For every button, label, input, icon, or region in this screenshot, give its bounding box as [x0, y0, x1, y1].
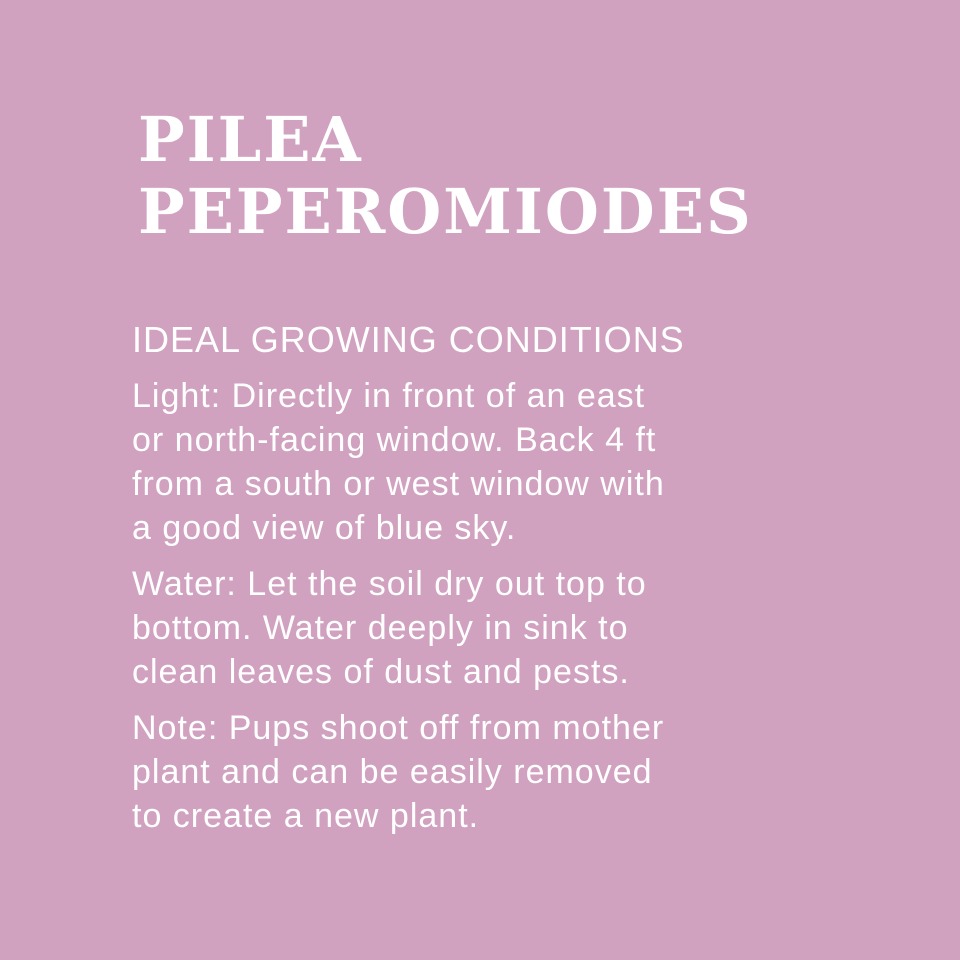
paragraph-line: Note: Pups shoot off from mother	[132, 709, 665, 747]
light-paragraph	[132, 374, 832, 550]
paragraph-line: from a south or west window with	[132, 465, 665, 503]
paragraph-line: to create a new plant.	[132, 797, 480, 835]
paragraph-line: a good view of blue sky.	[132, 509, 517, 547]
paragraph-line: clean leaves of dust and pests.	[132, 653, 630, 691]
water-paragraph	[132, 562, 832, 694]
title-line: PEPEROMIODES	[138, 175, 753, 248]
care-content	[132, 318, 832, 850]
paragraph-line: plant and can be easily removed	[132, 753, 653, 791]
plant-name-title	[138, 104, 753, 248]
title-line: PILEA	[138, 103, 363, 176]
paragraph-line: or north-facing window. Back 4 ft	[132, 421, 657, 459]
section-heading: IDEAL GROWING CONDITIONS	[132, 319, 685, 360]
paragraph-line: Water: Let the soil dry out top to	[132, 565, 647, 603]
paragraph-line: bottom. Water deeply in sink to	[132, 609, 629, 647]
paragraph-line: Light: Directly in front of an east	[132, 377, 646, 415]
note-paragraph	[132, 706, 832, 838]
